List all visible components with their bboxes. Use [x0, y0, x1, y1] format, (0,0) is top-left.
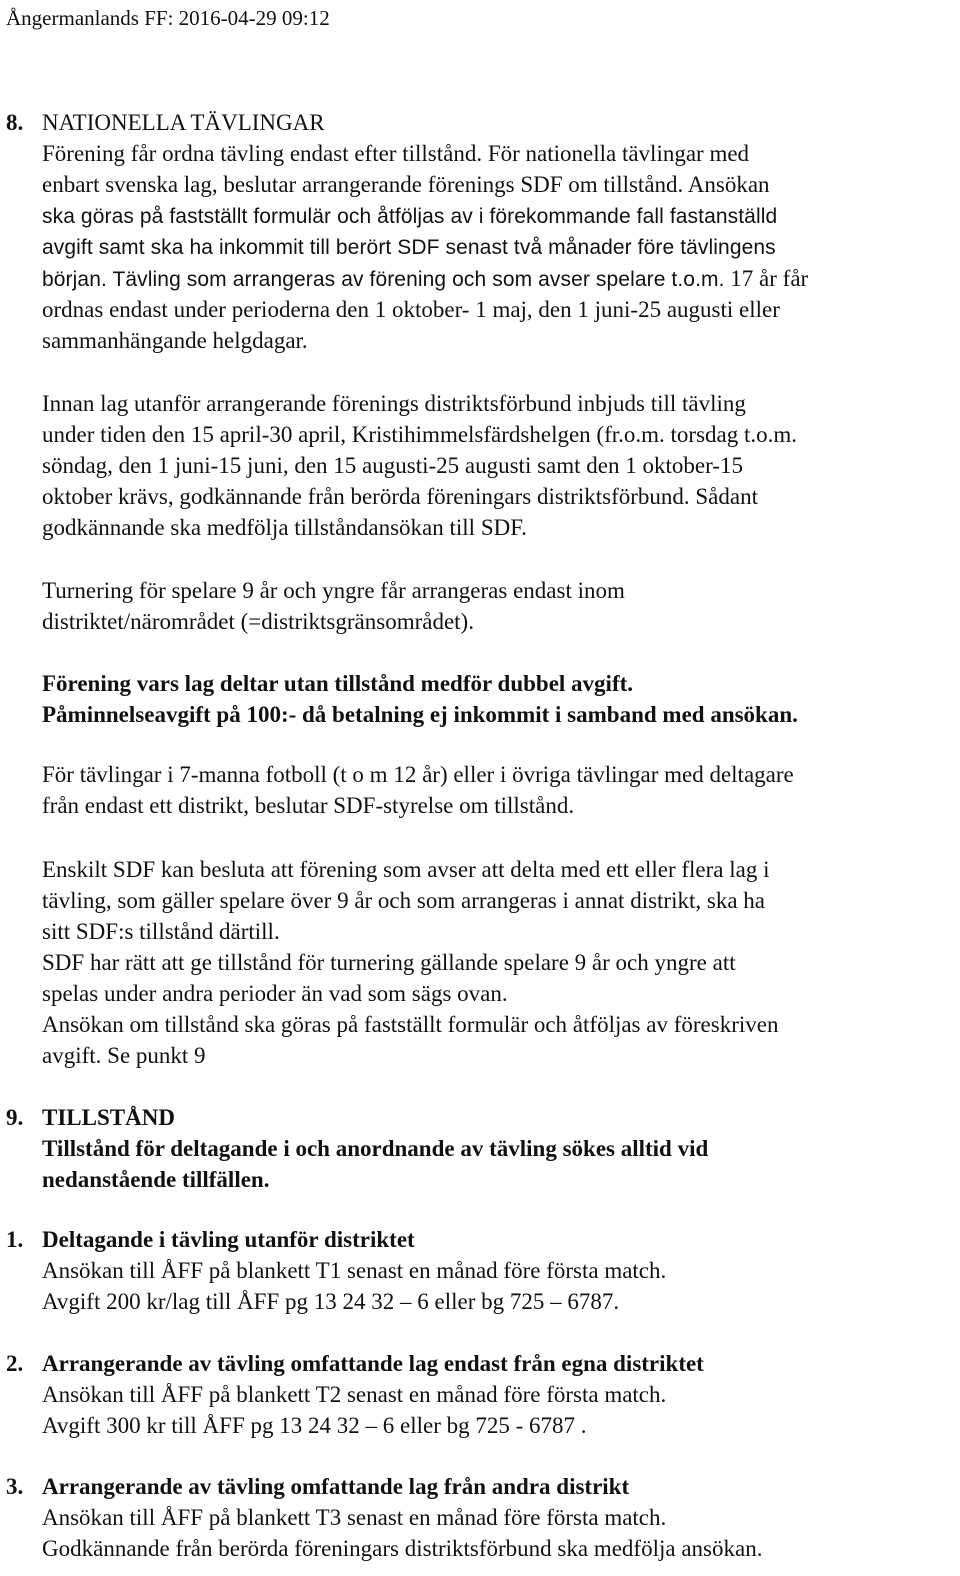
section-8-text: distriktet/närområdet (=distriktsgränsområdet). [42, 609, 474, 634]
section-8-text: tävling, som gäller spelare över 9 år och som arrangeras i annat distrikt, ska ha [42, 888, 765, 913]
document-header: Ångermanlands FF: 2016-04-29 09:12 [6, 6, 330, 30]
item-1-title: Deltagande i tävling utanför distriktet [42, 1227, 415, 1252]
item-2-number: 2. [6, 1351, 24, 1376]
section-8-text: från endast ett distrikt, beslutar SDF-styrelse om tillstånd. [42, 793, 575, 818]
section-8-text: Turnering för spelare 9 år och yngre får arrangeras endast inom [42, 578, 625, 603]
section-8-text: enbart svenska lag, beslutar arrangerande förenings SDF om tillstånd. Ansökan [42, 172, 770, 197]
section-8-text: sitt SDF:s tillstånd därtill. [42, 919, 280, 944]
item-1-line: Avgift 200 kr/lag till ÅFF pg 13 24 32 – 6 eller bg 725 – 6787. [42, 1289, 620, 1314]
section-8-text: under tiden den 15 april-30 april, Kristihimmelsfärdshelgen (fr.o.m. torsdag t.o.m. [42, 422, 798, 447]
section-8-text: Ansökan om tillstånd ska göras på fastställt formulär och åtföljas av föreskriven [42, 1012, 779, 1037]
item-2-title: Arrangerande av tävling omfattande lag endast från egna distriktet [42, 1351, 704, 1376]
section-9-intro: nedanstående tillfällen. [42, 1167, 270, 1192]
section-8-text: avgift. Se punkt 9 [42, 1043, 206, 1068]
section-8-text: söndag, den 1 juni-15 juni, den 15 augusti-25 augusti samt den 1 oktober-15 [42, 453, 743, 478]
section-9-number: 9. [6, 1105, 24, 1130]
item-2-line: Avgift 300 kr till ÅFF pg 13 24 32 – 6 eller bg 725 - 6787 . [42, 1413, 587, 1438]
item-1-line: Ansökan till ÅFF på blankett T1 senast en månad före första match. [42, 1258, 667, 1283]
section-8-text: avgift samt ska ha inkommit till berört SDF senast två månader före tävlingens [42, 236, 776, 259]
section-8-number: 8. [6, 110, 24, 135]
item-3-line: Ansökan till ÅFF på blankett T3 senast en månad före första match. [42, 1505, 667, 1530]
item-3-line: Godkännande från berörda föreningars distriktsförbund ska medfölja ansökan. [42, 1536, 763, 1561]
section-8-text: oktober krävs, godkännande från berörda föreningars distriktsförbund. Sådant [42, 484, 758, 509]
section-8-text: SDF har rätt att ge tillstånd för turnering gällande spelare 9 år och yngre att [42, 950, 736, 975]
section-8-text: godkännande ska medfölja tillståndansökan till SDF. [42, 515, 527, 540]
section-8-text: sammanhängande helgdagar. [42, 328, 308, 353]
section-8-text: början. Tävling som arrangeras av förening och som avser spelare t.o.m. [42, 268, 725, 291]
section-8-text: ska göras på fastställt formulär och åtföljas av i förekommande fall fastanställd [42, 205, 778, 228]
section-8-text-mixed [42, 264, 808, 295]
section-8-text: Enskilt SDF kan besluta att förening som avser att delta med ett eller flera lag i [42, 857, 770, 882]
section-8-text: 17 år får [724, 266, 809, 291]
section-9-title: TILLSTÅND [42, 1105, 175, 1130]
section-9-intro: Tillstånd för deltagande i och anordnande av tävling sökes alltid vid [42, 1136, 709, 1161]
section-8-text: För tävlingar i 7-manna fotboll (t o m 12 år) eller i övriga tävlingar med deltagare [42, 762, 794, 787]
section-8-text: Förening får ordna tävling endast efter tillstånd. För nationella tävlingar med [42, 141, 750, 166]
section-8-text: ordnas endast under perioderna den 1 oktober- 1 maj, den 1 juni-25 augusti eller [42, 297, 780, 322]
item-1-number: 1. [6, 1227, 24, 1252]
item-3-title: Arrangerande av tävling omfattande lag från andra distrikt [42, 1474, 630, 1499]
item-2-line: Ansökan till ÅFF på blankett T2 senast en månad före första match. [42, 1382, 667, 1407]
section-8-bold-notice: Påminnelseavgift på 100:- då betalning ej inkommit i samband med ansökan. [42, 702, 798, 727]
item-3-number: 3. [6, 1474, 24, 1499]
section-8-title: NATIONELLA TÄVLINGAR [42, 110, 325, 135]
section-8-text: Innan lag utanför arrangerande förenings distriktsförbund inbjuds till tävling [42, 391, 746, 416]
section-8-bold-notice: Förening vars lag deltar utan tillstånd medför dubbel avgift. [42, 671, 634, 696]
section-8-text: spelas under andra perioder än vad som sägs ovan. [42, 981, 508, 1006]
